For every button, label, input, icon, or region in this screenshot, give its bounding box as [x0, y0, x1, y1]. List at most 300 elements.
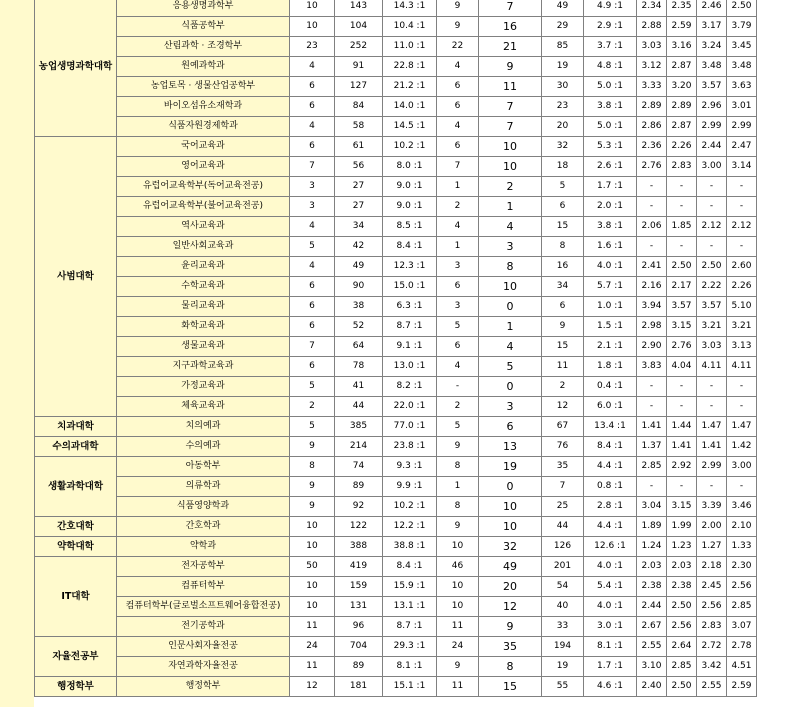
ratio-cell: 8.2 :1 [383, 377, 437, 397]
added-cell: 0 [479, 477, 542, 497]
g4-cell: 3.13 [727, 337, 757, 357]
g1-cell: 3.33 [637, 77, 667, 97]
g1-cell: 1.41 [637, 417, 667, 437]
ratio2-cell: 12.6 :1 [584, 537, 637, 557]
g1-cell: 2.03 [637, 557, 667, 577]
applicants-cell: 27 [335, 177, 383, 197]
g4-cell: 3.21 [727, 317, 757, 337]
g1-cell: 3.83 [637, 357, 667, 377]
dept-cell: 체육교육과 [117, 397, 290, 417]
applicants-cell: 96 [335, 617, 383, 637]
q2-cell: 10 [437, 597, 479, 617]
applicants-cell: 78 [335, 357, 383, 377]
g2-cell: 2.76 [667, 337, 697, 357]
ratio2-cell: 0.4 :1 [584, 377, 637, 397]
ratio2-cell: 2.0 :1 [584, 197, 637, 217]
g4-cell: 2.99 [727, 117, 757, 137]
ratio2-cell: 0.8 :1 [584, 477, 637, 497]
dept-cell: 농업토목 · 생물산업공학부 [117, 77, 290, 97]
quota-cell: 24 [290, 637, 335, 657]
g4-cell: 2.26 [727, 277, 757, 297]
ratio-cell: 8.4 :1 [383, 557, 437, 577]
applicants2-cell: 5 [542, 177, 584, 197]
added-cell: 0 [479, 377, 542, 397]
applicants2-cell: 44 [542, 517, 584, 537]
g4-cell: 3.63 [727, 77, 757, 97]
dept-cell: 물리교육과 [117, 297, 290, 317]
applicants2-cell: 18 [542, 157, 584, 177]
g2-cell: 4.04 [667, 357, 697, 377]
applicants-cell: 419 [335, 557, 383, 577]
applicants2-cell: 85 [542, 37, 584, 57]
applicants2-cell: 201 [542, 557, 584, 577]
applicants-cell: 90 [335, 277, 383, 297]
applicants2-cell: 35 [542, 457, 584, 477]
quota-cell: 9 [290, 437, 335, 457]
applicants2-cell: 30 [542, 77, 584, 97]
table-row [35, 57, 757, 77]
g3-cell: 2.22 [697, 277, 727, 297]
applicants-cell: 42 [335, 237, 383, 257]
q2-cell: 24 [437, 637, 479, 657]
g3-cell: 3.48 [697, 57, 727, 77]
g2-cell: 1.99 [667, 517, 697, 537]
added-cell: 9 [479, 617, 542, 637]
g1-cell: 3.10 [637, 657, 667, 677]
table-row [35, 677, 757, 697]
g1-cell: - [637, 177, 667, 197]
q2-cell: 9 [437, 0, 479, 17]
table-body [35, 0, 757, 697]
applicants-cell: 104 [335, 17, 383, 37]
g4-cell: 2.30 [727, 557, 757, 577]
g4-cell: 2.78 [727, 637, 757, 657]
college-cell: 자율전공부 [35, 637, 117, 677]
ratio-cell: 13.1 :1 [383, 597, 437, 617]
g1-cell: 2.06 [637, 217, 667, 237]
g3-cell: 2.83 [697, 617, 727, 637]
g2-cell: 1.23 [667, 537, 697, 557]
dept-cell: 화학교육과 [117, 317, 290, 337]
ratio2-cell: 3.7 :1 [584, 37, 637, 57]
q2-cell: 8 [437, 497, 479, 517]
quota-cell: 4 [290, 217, 335, 237]
applicants-cell: 61 [335, 137, 383, 157]
g2-cell: 1.41 [667, 437, 697, 457]
ratio-cell: 14.3 :1 [383, 0, 437, 17]
dept-cell: 컴퓨터학부 [117, 577, 290, 597]
g1-cell: 2.38 [637, 577, 667, 597]
applicants-cell: 74 [335, 457, 383, 477]
ratio2-cell: 13.4 :1 [584, 417, 637, 437]
g3-cell: 3.03 [697, 337, 727, 357]
ratio-cell: 14.0 :1 [383, 97, 437, 117]
applicants-cell: 52 [335, 317, 383, 337]
g1-cell: 2.89 [637, 97, 667, 117]
applicants-cell: 131 [335, 597, 383, 617]
table-row [35, 617, 757, 637]
added-cell: 3 [479, 397, 542, 417]
ratio-cell: 10.4 :1 [383, 17, 437, 37]
g3-cell: 2.55 [697, 677, 727, 697]
college-cell: 치과대학 [35, 417, 117, 437]
ratio2-cell: 1.8 :1 [584, 357, 637, 377]
g4-cell: - [727, 477, 757, 497]
quota-cell: 6 [290, 97, 335, 117]
g2-cell: 2.50 [667, 597, 697, 617]
g2-cell: 2.56 [667, 617, 697, 637]
g4-cell: 3.79 [727, 17, 757, 37]
ratio2-cell: 3.8 :1 [584, 217, 637, 237]
g4-cell: 2.47 [727, 137, 757, 157]
quota-cell: 3 [290, 197, 335, 217]
dept-cell: 윤리교육과 [117, 257, 290, 277]
added-cell: 2 [479, 177, 542, 197]
college-cell: 약학대학 [35, 537, 117, 557]
g4-cell: 2.12 [727, 217, 757, 237]
q2-cell: 6 [437, 97, 479, 117]
dept-cell: 유럽어교육학부(독어교육전공) [117, 177, 290, 197]
table-row [35, 497, 757, 517]
applicants2-cell: 76 [542, 437, 584, 457]
ratio-cell: 9.1 :1 [383, 337, 437, 357]
ratio-cell: 77.0 :1 [383, 417, 437, 437]
dept-cell: 전자공학부 [117, 557, 290, 577]
added-cell: 16 [479, 17, 542, 37]
g3-cell: 2.72 [697, 637, 727, 657]
g3-cell: 2.44 [697, 137, 727, 157]
ratio-cell: 8.5 :1 [383, 217, 437, 237]
table-row [35, 517, 757, 537]
table-row [35, 237, 757, 257]
table-row [35, 637, 757, 657]
g4-cell: - [727, 377, 757, 397]
added-cell: 13 [479, 437, 542, 457]
quota-cell: 6 [290, 357, 335, 377]
q2-cell: 6 [437, 337, 479, 357]
applicants-cell: 214 [335, 437, 383, 457]
table-row [35, 317, 757, 337]
g1-cell: 3.94 [637, 297, 667, 317]
q2-cell: 10 [437, 577, 479, 597]
g4-cell: 2.50 [727, 0, 757, 17]
college-cell: 수의과대학 [35, 437, 117, 457]
dept-cell: 유럽어교육학부(불어교육전공) [117, 197, 290, 217]
q2-cell: 2 [437, 197, 479, 217]
applicants2-cell: 9 [542, 317, 584, 337]
table-row [35, 157, 757, 177]
ratio-cell: 8.7 :1 [383, 617, 437, 637]
g4-cell: - [727, 397, 757, 417]
dept-cell: 수학교육과 [117, 277, 290, 297]
added-cell: 10 [479, 497, 542, 517]
applicants2-cell: 194 [542, 637, 584, 657]
quota-cell: 10 [290, 517, 335, 537]
g2-cell: 2.87 [667, 117, 697, 137]
added-cell: 19 [479, 457, 542, 477]
table-row [35, 657, 757, 677]
g2-cell: 2.83 [667, 157, 697, 177]
g3-cell: 3.39 [697, 497, 727, 517]
quota-cell: 7 [290, 337, 335, 357]
g2-cell: 2.50 [667, 257, 697, 277]
dept-cell: 자연과학자율전공 [117, 657, 290, 677]
applicants-cell: 143 [335, 0, 383, 17]
q2-cell: 8 [437, 457, 479, 477]
added-cell: 7 [479, 0, 542, 17]
g1-cell: 2.98 [637, 317, 667, 337]
g3-cell: 2.18 [697, 557, 727, 577]
table-row [35, 477, 757, 497]
ratio2-cell: 4.4 :1 [584, 517, 637, 537]
added-cell: 10 [479, 137, 542, 157]
applicants-cell: 181 [335, 677, 383, 697]
ratio2-cell: 1.6 :1 [584, 237, 637, 257]
applicants-cell: 49 [335, 257, 383, 277]
added-cell: 12 [479, 597, 542, 617]
table-row [35, 297, 757, 317]
ratio2-cell: 5.3 :1 [584, 137, 637, 157]
ratio2-cell: 2.8 :1 [584, 497, 637, 517]
g1-cell: 1.89 [637, 517, 667, 537]
ratio-cell: 12.3 :1 [383, 257, 437, 277]
added-cell: 8 [479, 257, 542, 277]
g2-cell: 1.85 [667, 217, 697, 237]
ratio2-cell: 4.0 :1 [584, 557, 637, 577]
applicants2-cell: 54 [542, 577, 584, 597]
dept-cell: 식품영양학과 [117, 497, 290, 517]
g2-cell: - [667, 397, 697, 417]
ratio2-cell: 1.0 :1 [584, 297, 637, 317]
college-cell: IT대학 [35, 557, 117, 637]
applicants2-cell: 6 [542, 297, 584, 317]
g1-cell: 2.16 [637, 277, 667, 297]
g3-cell: 2.99 [697, 117, 727, 137]
dept-cell: 간호학과 [117, 517, 290, 537]
q2-cell: 5 [437, 317, 479, 337]
ratio2-cell: 2.1 :1 [584, 337, 637, 357]
g4-cell: 4.51 [727, 657, 757, 677]
applicants-cell: 704 [335, 637, 383, 657]
table-row [35, 37, 757, 57]
applicants2-cell: 8 [542, 237, 584, 257]
table-row [35, 97, 757, 117]
quota-cell: 6 [290, 277, 335, 297]
ratio-cell: 8.7 :1 [383, 317, 437, 337]
q2-cell: 6 [437, 277, 479, 297]
q2-cell: 9 [437, 17, 479, 37]
g2-cell: 2.50 [667, 677, 697, 697]
q2-cell: 11 [437, 617, 479, 637]
g4-cell: 3.46 [727, 497, 757, 517]
q2-cell: 4 [437, 357, 479, 377]
added-cell: 32 [479, 537, 542, 557]
g4-cell: 2.10 [727, 517, 757, 537]
added-cell: 5 [479, 357, 542, 377]
ratio-cell: 6.3 :1 [383, 297, 437, 317]
q2-cell: 9 [437, 657, 479, 677]
applicants-cell: 385 [335, 417, 383, 437]
q2-cell: - [437, 377, 479, 397]
added-cell: 20 [479, 577, 542, 597]
g3-cell: 2.99 [697, 457, 727, 477]
dept-cell: 약학과 [117, 537, 290, 557]
g3-cell: 2.50 [697, 257, 727, 277]
g1-cell: 3.12 [637, 57, 667, 77]
dept-cell: 식품자원경제학과 [117, 117, 290, 137]
g3-cell: 1.27 [697, 537, 727, 557]
table-row [35, 277, 757, 297]
admission-table [34, 0, 757, 697]
dept-cell: 치의예과 [117, 417, 290, 437]
applicants2-cell: 2 [542, 377, 584, 397]
ratio-cell: 15.0 :1 [383, 277, 437, 297]
q2-cell: 6 [437, 77, 479, 97]
applicants2-cell: 67 [542, 417, 584, 437]
g3-cell: - [697, 377, 727, 397]
g3-cell: 2.56 [697, 597, 727, 617]
ratio-cell: 9.0 :1 [383, 177, 437, 197]
applicants2-cell: 20 [542, 117, 584, 137]
ratio-cell: 22.0 :1 [383, 397, 437, 417]
applicants2-cell: 11 [542, 357, 584, 377]
ratio2-cell: 3.0 :1 [584, 617, 637, 637]
added-cell: 0 [479, 297, 542, 317]
q2-cell: 3 [437, 257, 479, 277]
g3-cell: 3.57 [697, 77, 727, 97]
quota-cell: 6 [290, 77, 335, 97]
added-cell: 10 [479, 517, 542, 537]
dept-cell: 수의예과 [117, 437, 290, 457]
ratio2-cell: 6.0 :1 [584, 397, 637, 417]
table-row [35, 437, 757, 457]
added-cell: 9 [479, 57, 542, 77]
g2-cell: 2.17 [667, 277, 697, 297]
dept-cell: 지구과학교육과 [117, 357, 290, 377]
g3-cell: 2.45 [697, 577, 727, 597]
g4-cell: 3.14 [727, 157, 757, 177]
ratio-cell: 8.1 :1 [383, 657, 437, 677]
applicants2-cell: 126 [542, 537, 584, 557]
added-cell: 1 [479, 317, 542, 337]
q2-cell: 1 [437, 177, 479, 197]
table-row [35, 77, 757, 97]
added-cell: 10 [479, 277, 542, 297]
ratio-cell: 9.0 :1 [383, 197, 437, 217]
quota-cell: 10 [290, 0, 335, 17]
q2-cell: 9 [437, 517, 479, 537]
added-cell: 6 [479, 417, 542, 437]
applicants2-cell: 16 [542, 257, 584, 277]
applicants-cell: 34 [335, 217, 383, 237]
g3-cell: 1.41 [697, 437, 727, 457]
g1-cell: - [637, 237, 667, 257]
g3-cell: - [697, 397, 727, 417]
g2-cell: - [667, 177, 697, 197]
added-cell: 49 [479, 557, 542, 577]
table-row [35, 577, 757, 597]
added-cell: 15 [479, 677, 542, 697]
ratio2-cell: 1.5 :1 [584, 317, 637, 337]
g2-cell: 2.38 [667, 577, 697, 597]
applicants-cell: 91 [335, 57, 383, 77]
g1-cell: 1.24 [637, 537, 667, 557]
ratio-cell: 10.2 :1 [383, 497, 437, 517]
applicants-cell: 58 [335, 117, 383, 137]
college-cell: 농업생명과학대학 [35, 0, 117, 137]
ratio-cell: 38.8 :1 [383, 537, 437, 557]
g4-cell: 3.48 [727, 57, 757, 77]
quota-cell: 6 [290, 297, 335, 317]
applicants-cell: 44 [335, 397, 383, 417]
applicants2-cell: 6 [542, 197, 584, 217]
quota-cell: 10 [290, 17, 335, 37]
applicants-cell: 56 [335, 157, 383, 177]
q2-cell: 4 [437, 117, 479, 137]
ratio-cell: 14.5 :1 [383, 117, 437, 137]
quota-cell: 2 [290, 397, 335, 417]
g2-cell: 3.15 [667, 497, 697, 517]
quota-cell: 10 [290, 597, 335, 617]
g4-cell: 3.00 [727, 457, 757, 477]
table-row [35, 597, 757, 617]
table-row [35, 377, 757, 397]
quota-cell: 3 [290, 177, 335, 197]
quota-cell: 10 [290, 537, 335, 557]
added-cell: 4 [479, 217, 542, 237]
added-cell: 11 [479, 77, 542, 97]
g1-cell: - [637, 397, 667, 417]
applicants2-cell: 33 [542, 617, 584, 637]
g4-cell: 2.56 [727, 577, 757, 597]
dept-cell: 컴퓨터학부(글로벌소프트웨어융합전공) [117, 597, 290, 617]
g3-cell: 3.17 [697, 17, 727, 37]
added-cell: 7 [479, 97, 542, 117]
g3-cell: 2.96 [697, 97, 727, 117]
applicants2-cell: 23 [542, 97, 584, 117]
applicants2-cell: 12 [542, 397, 584, 417]
g4-cell: - [727, 237, 757, 257]
g3-cell: 3.42 [697, 657, 727, 677]
applicants2-cell: 25 [542, 497, 584, 517]
g3-cell: 2.12 [697, 217, 727, 237]
applicants2-cell: 19 [542, 657, 584, 677]
g3-cell: 3.24 [697, 37, 727, 57]
applicants2-cell: 49 [542, 0, 584, 17]
g2-cell: 3.16 [667, 37, 697, 57]
g4-cell: - [727, 197, 757, 217]
table-row [35, 257, 757, 277]
dept-cell: 역사교육과 [117, 217, 290, 237]
g1-cell: 2.40 [637, 677, 667, 697]
g1-cell: 2.85 [637, 457, 667, 477]
ratio-cell: 9.9 :1 [383, 477, 437, 497]
ratio2-cell: 5.0 :1 [584, 77, 637, 97]
q2-cell: 4 [437, 217, 479, 237]
dept-cell: 인문사회자율전공 [117, 637, 290, 657]
quota-cell: 11 [290, 617, 335, 637]
g4-cell: 4.11 [727, 357, 757, 377]
g3-cell: - [697, 237, 727, 257]
g1-cell: 2.34 [637, 0, 667, 17]
g1-cell: - [637, 477, 667, 497]
ratio2-cell: 8.1 :1 [584, 637, 637, 657]
g4-cell: 3.45 [727, 37, 757, 57]
added-cell: 8 [479, 657, 542, 677]
applicants-cell: 27 [335, 197, 383, 217]
g2-cell: 3.20 [667, 77, 697, 97]
quota-cell: 6 [290, 317, 335, 337]
